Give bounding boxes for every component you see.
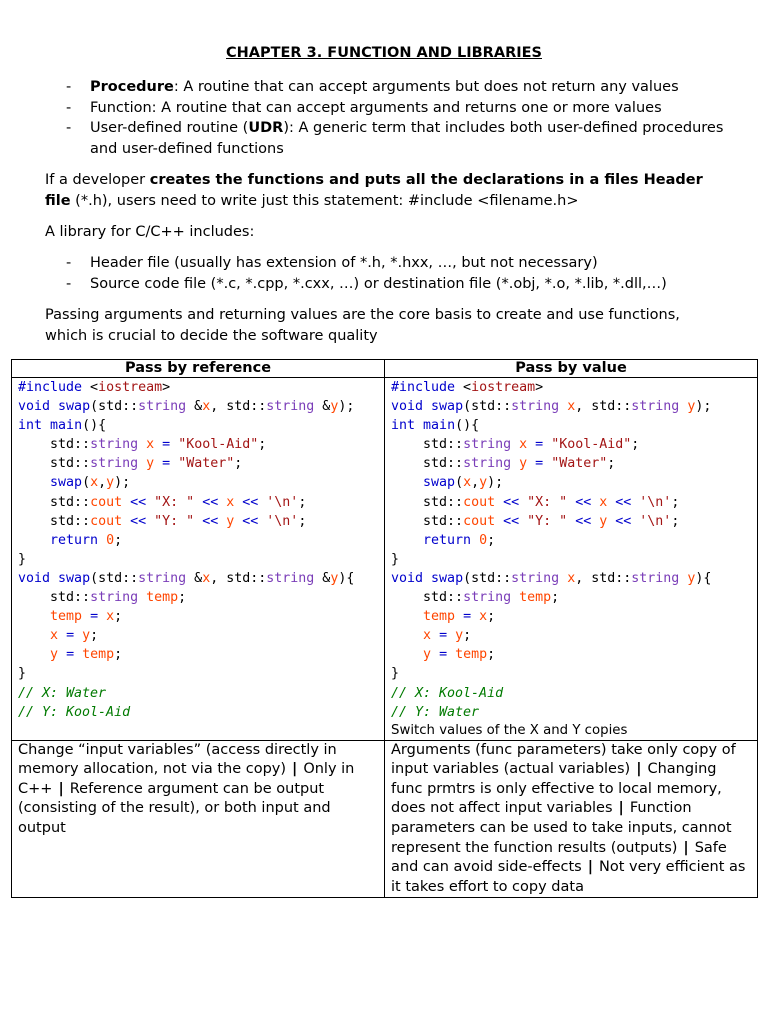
definition-text: : A routine that can accept arguments but does not return any values (173, 79, 679, 95)
definition-text: ): A generic term that includes both user-defined procedures and user-defined functions (90, 120, 724, 157)
list-item (66, 77, 746, 98)
list-item-text: Header file (usually has extension of *.h, *.hxx, …, but not necessary) (90, 255, 598, 271)
separator: | (618, 800, 624, 817)
col-header-pass-by-reference: Pass by reference (12, 360, 385, 378)
definition-prefix: User-defined routine ( (90, 120, 249, 136)
separator: | (587, 859, 594, 876)
value-code-cell (385, 378, 758, 741)
separator: | (636, 761, 642, 778)
col-header-pass-by-value: Pass by value (385, 360, 758, 378)
list-item (66, 118, 746, 159)
bullet-dash: - (66, 99, 72, 116)
table-header-row (12, 360, 758, 378)
page-title: CHAPTER 3. FUNCTION AND LIBRARIES (226, 45, 542, 61)
value-note: Switch values of the X and Y copies (391, 722, 628, 738)
reference-code-cell (12, 378, 385, 741)
separator: | (58, 780, 64, 797)
reference-code: #include <iostream> void swap(std::string &x, std::string &y); int main(){ std::string x = "Kool-Aid"; std::string y = "Water"; swap(x,y); std::cout << "X: " << x << '\n'; std::cout << "Y: " << y << '\n'; return 0; } void swap(std::string &x, std::string &y){ std::string temp; temp = x; x = y; y = temp; } // X: Water // Y: Kool-Aid (18, 380, 355, 720)
definitions-list (66, 77, 746, 159)
bullet-dash: - (66, 276, 72, 292)
list-item-text: Source code file (*.c, *.cpp, *.cxx, …) or destination file (*.obj, *.o, *.lib, *.dll,…) (90, 276, 667, 292)
library-list (66, 253, 746, 295)
definition-text: Function: A routine that can accept arguments and returns one or more values (90, 99, 662, 116)
value-code: #include <iostream> void swap(std::string x, std::string y); int main(){ std::string x = "Kool-Aid"; std::string y = "Water"; swap(x,y); std::cout << "X: " << x << '\n'; std::cout << "Y: " << y << '\n'; return 0; } void swap(std::string x, std::string y){ std::string temp; temp = x; x = y; y = temp; } // X: Kool-Aid // Y: Water (391, 380, 712, 720)
reference-description: Change “input variables” (access directly in memory allocation, not via the copy) | Only in C++ | Reference argument can be output (consisting of the result), or both input and output (12, 740, 385, 898)
passing-paragraph: Passing arguments and returning values are the core basis to create and use functions, which is crucial to decide the software quality (45, 307, 680, 344)
separator: | (683, 839, 689, 856)
table-row-description (12, 740, 758, 898)
list-item (66, 274, 746, 295)
bullet-dash: - (66, 255, 72, 271)
bullet-dash: - (66, 79, 72, 95)
paragraph-text: (*.h), users need to write just this statement: #include <filename.h> (70, 193, 579, 209)
paragraph-text: If a developer (45, 172, 150, 188)
paragraph-bold: creates the functions and puts all the declarations in a files Header file (45, 172, 703, 209)
comparison-table (11, 359, 758, 898)
list-item (66, 98, 746, 119)
term: Procedure (90, 79, 174, 95)
value-description: Arguments (func parameters) take only copy of input variables (actual variables) | Changing func prmtrs is only effective to local memory, does not affect input variables | Function parameters can be used to take inputs, cannot represent the function results (outputs) | Safe and can avoid side-effects | Not very efficient as it takes effort to copy data (385, 740, 758, 898)
header-file-paragraph (45, 170, 725, 212)
library-intro: A library for C/C++ includes: (45, 224, 255, 240)
table-row-code (12, 378, 758, 741)
bullet-dash: - (66, 120, 72, 136)
term: UDR (248, 120, 284, 136)
list-item (66, 253, 746, 274)
separator: | (292, 761, 298, 778)
